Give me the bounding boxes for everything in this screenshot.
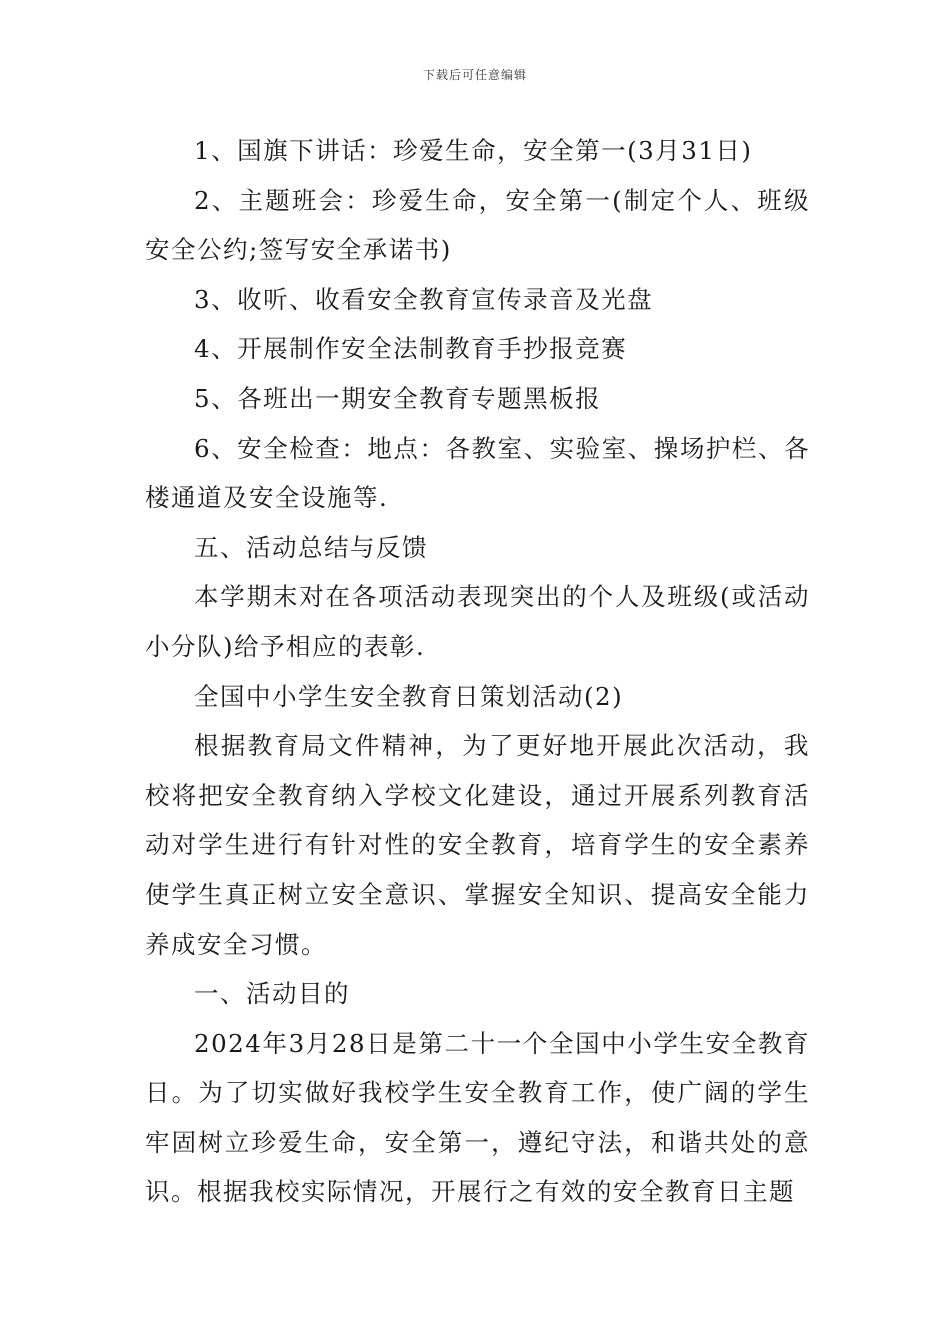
list-item-safety-inspection: 6、安全检查：地点：各教室、实验室、操场护栏、各楼通道及安全设施等. <box>145 433 810 513</box>
document-body <box>145 126 810 1217</box>
paragraph-purpose: 2024年3月28日是第二十一个全国中小学生安全教育日。为了切实做好我校学生安全教育工作，使广阔的学生牢固树立珍爱生命，安全第一，遵纪守法，和谐共处的意识。根据我校实际情况，开展行之有效的安全教育日主题 <box>145 1028 810 1207</box>
page-header-note: 下载后可任意编辑 <box>422 68 527 82</box>
list-item-blackboard: 5、各班出一期安全教育专题黑板报 <box>194 383 602 413</box>
list-item-flag-speech: 1、国旗下讲话：珍爱生命，安全第一(3月31日) <box>194 136 753 165</box>
document-subtitle: 全国中小学生安全教育日策划活动(2) <box>194 681 624 711</box>
list-item-class-meeting: 2、主题班会：珍爱生命，安全第一(制定个人、班级安全公约;签写安全承诺书) <box>145 185 810 265</box>
paragraph-intro: 根据教育局文件精神，为了更好地开展此次活动，我校将把安全教育纳入学校文化建设，通过开展系列教育活动对学生进行有针对性的安全教育，培育学生的安全素养使学生真正树立安全意识、掌握安全知识、提高安全能力养成安全习惯。 <box>145 731 810 959</box>
section-heading-purpose: 一、活动目的 <box>194 979 350 1009</box>
list-item-handwritten-newspaper: 4、开展制作安全法制教育手抄报竞赛 <box>194 334 628 364</box>
list-item-listen-watch: 3、收听、收看安全教育宣传录音及光盘 <box>194 284 654 314</box>
section-heading-summary: 五、活动总结与反馈 <box>194 532 428 562</box>
paragraph-commendation: 本学期末对在各项活动表现突出的个人及班级(或活动小分队)给予相应的表彰. <box>145 582 810 661</box>
